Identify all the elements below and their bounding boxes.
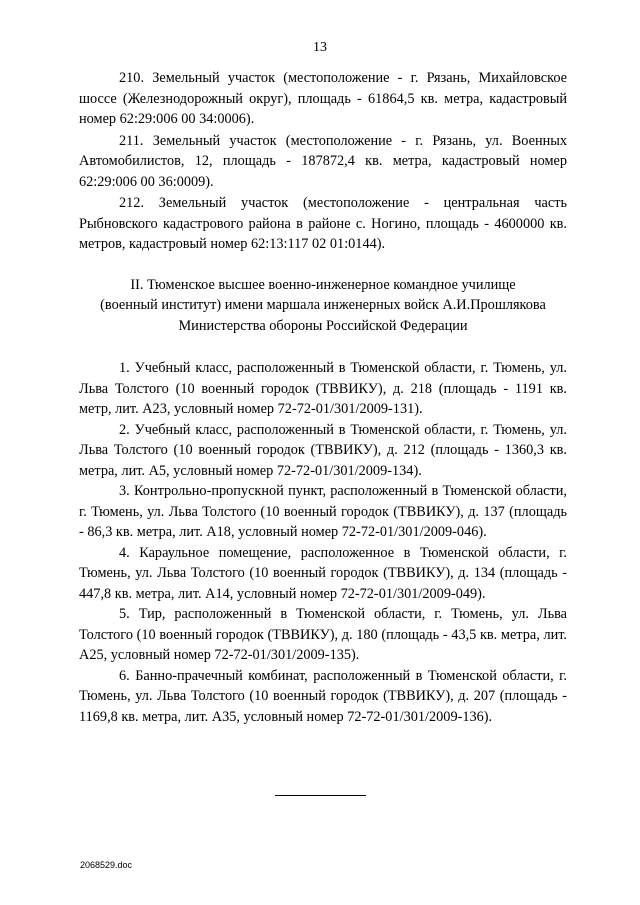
list-item-210: 210. Земельный участок (местоположение - г. Рязань, Михайловское шоссе (Железнодорожный округ), площадь - 61864,5 кв. метра, кадастровый номер 62:29:006 00 34:0006). xyxy=(79,70,567,127)
section-title xyxy=(79,275,567,337)
list-item-212: 212. Земельный участок (местоположение - центральная часть Рыбновского кадастрового района в районе с. Ногино, площадь - 4600000 кв. метров, кадастровый номер 62:13:117 02 01:0144). xyxy=(79,195,567,252)
footer-filename: 2068529.doc xyxy=(80,860,133,870)
list-item-1: 1. Учебный класс, расположенный в Тюменской области, г. Тюмень, ул. Льва Толстого (10 военный городок (ТВВИКУ), д. 218 (площадь - 1191 кв. метр, лит. А23, условный номер 72-72-01/301/2009-131). xyxy=(79,360,567,417)
list-item-2: 2. Учебный класс, расположенный в Тюменской области, г. Тюмень, ул. Льва Толстого (10 военный городок (ТВВИКУ), д. 212 (площадь - 1360,3 кв. метра, лит. А5, условный номер 72-72-01/301/2009-134). xyxy=(79,421,567,479)
document-body xyxy=(79,68,567,727)
list-item-211: 211. Земельный участок (местоположение - г. Рязань, ул. Военных Автомобилистов, 12, площадь - 187872,4 кв. метра, кадастровый номер 62:29:006 00 36:0009). xyxy=(79,132,567,190)
list-item-5: 5. Тир, расположенный в Тюменской области, г. Тюмень, ул. Льва Толстого (10 военный городок (ТВВИКУ), д. 180 (площадь - 43,5 кв. метра, лит. А25, условный номер 72-72-01/301/2009-135). xyxy=(79,606,567,663)
section-title-line-2: (военный институт) имени маршала инженерных войск А.И.Прошлякова xyxy=(100,297,546,313)
separator-rule xyxy=(275,795,366,796)
page-number: 13 xyxy=(313,40,327,55)
section-title-line-1: II. Тюменское высшее военно-инженерное командное училище xyxy=(130,276,516,293)
list-item-4: 4. Караульное помещение, расположенное в Тюменской области, г. Тюмень, ул. Льва Толстого (10 военный городок (ТВВИКУ), д. 134 (площадь - 447,8 кв. метра, лит. А14, условный номер 72-72-01/301/2009-049). xyxy=(79,544,567,602)
list-item-3: 3. Контрольно-пропускной пункт, расположенный в Тюменской области, г. Тюмень, ул. Льва Толстого (10 военный городок (ТВВИКУ), д. 137 (площадь - 86,3 кв. метра, лит. А18, условный номер 72-72-01/301/2009-046). xyxy=(79,483,567,540)
section-title-line-3: Министерства обороны Российской Федерации xyxy=(178,317,468,334)
list-item-6: 6. Банно-прачечный комбинат, расположенный в Тюменской области, г. Тюмень, ул. Льва Толстого (10 военный городок (ТВВИКУ), д. 207 (площадь - 1169,8 кв. метра, лит. А35, условный номер 72-72-01/301/2009-136). xyxy=(79,667,567,725)
